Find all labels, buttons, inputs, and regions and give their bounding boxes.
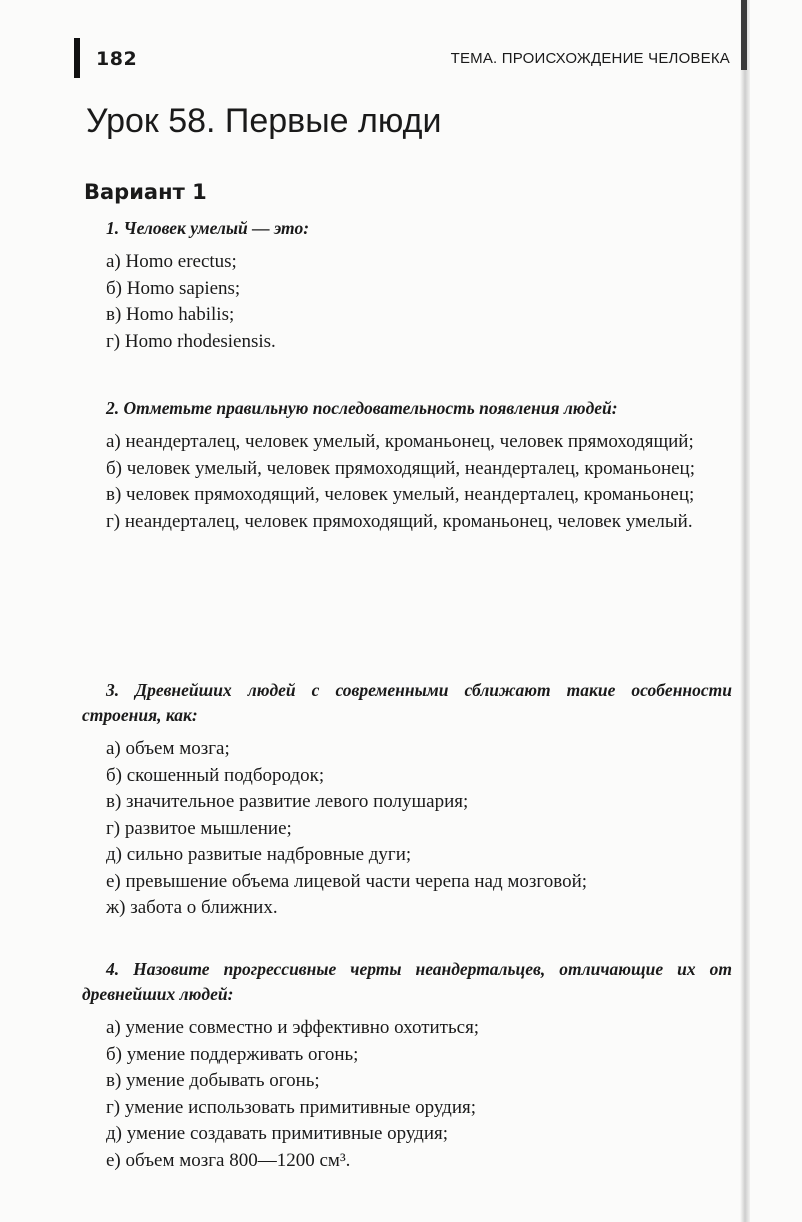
answer-option: г) Homo rhodesiensis. <box>106 330 276 352</box>
page-edge-shadow <box>740 0 750 1222</box>
answer-option: е) объем мозга 800—1200 см³. <box>106 1149 351 1171</box>
answer-option: б) умение поддерживать огонь; <box>106 1043 359 1065</box>
answer-option: ж) забота о ближних. <box>106 897 278 918</box>
page-number: 182 <box>96 48 138 70</box>
answer-option: г) умение использовать примитивные орудия; <box>106 1096 477 1118</box>
question-2 <box>82 396 732 535</box>
question-3 <box>82 678 732 922</box>
answer-option: в) Homo habilis; <box>106 304 235 325</box>
answer-option: г) неандерталец, человек прямоходящий, кроманьонец, человек умелый. <box>106 510 693 532</box>
running-head: ТЕМА. ПРОИСХОЖДЕНИЕ ЧЕЛОВЕКА <box>450 50 730 67</box>
answer-option: г) развитое мышление; <box>106 817 292 839</box>
lesson-title: Урок 58. Первые люди <box>86 102 442 140</box>
variant-title: Вариант 1 <box>84 180 207 204</box>
answer-option: а) объем мозга; <box>106 738 230 759</box>
answer-option: е) превышение объема лицевой части черепа над мозговой; <box>106 870 588 892</box>
question-4 <box>82 957 732 1174</box>
answer-option: б) человек умелый, человек прямоходящий, неандерталец, кроманьонец; <box>106 457 695 479</box>
answer-option: б) скошенный подбородок; <box>106 764 325 786</box>
answer-option: б) Homo sapiens; <box>106 277 241 299</box>
page-edge-mark <box>741 0 747 70</box>
question-text: 1. Человек умелый — это: <box>106 218 310 238</box>
answer-option: а) неандерталец, человек умелый, кроманьонец, человек прямоходящий; <box>106 431 694 452</box>
answer-option: а) Homo erectus; <box>106 251 237 272</box>
question-text: 2. Отметьте правильную последовательность появления людей: <box>106 398 618 418</box>
answer-option: в) человек прямоходящий, человек умелый, неандерталец, кроманьонец; <box>106 484 695 505</box>
answer-option: д) сильно развитые надбровные дуги; <box>106 844 412 865</box>
answer-option: в) значительное развитие левого полушария; <box>106 791 469 812</box>
question-text: 3. Древнейших людей с современными сближают такие особенности строения, как: <box>82 680 732 725</box>
header-rule <box>74 38 80 78</box>
question-text: 4. Назовите прогрессивные черты неандертальцев, отличающие их от древнейших людей: <box>82 959 732 1004</box>
answer-option: в) умение добывать огонь; <box>106 1070 320 1091</box>
answer-option: а) умение совместно и эффективно охотиться; <box>106 1017 480 1038</box>
answer-option: д) умение создавать примитивные орудия; <box>106 1123 449 1144</box>
question-1 <box>82 216 732 355</box>
